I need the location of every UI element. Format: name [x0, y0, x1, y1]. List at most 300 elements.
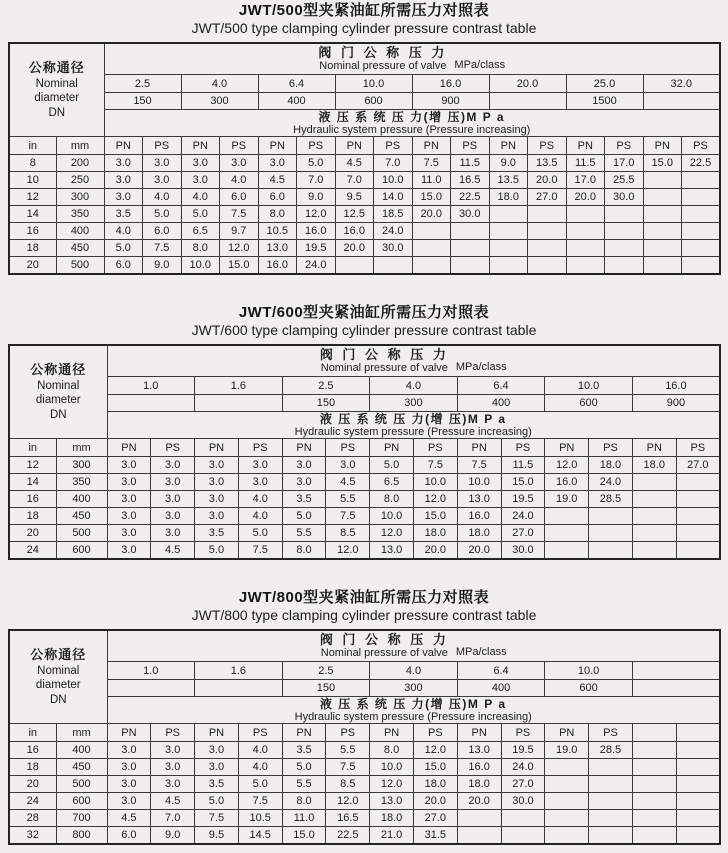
pressure-value-cell: 12.0 — [413, 742, 457, 759]
pressure-value-cell: 7.0 — [297, 172, 336, 189]
pressure-mpa-cell — [632, 662, 720, 680]
pressure-value-cell: 10.0 — [181, 257, 220, 275]
size-mm-cell: 450 — [56, 759, 107, 776]
pn-header: PN — [195, 724, 239, 742]
pressure-value-cell — [566, 206, 605, 223]
pressure-class-cell: 400 — [457, 395, 545, 412]
pressure-value-cell: 7.5 — [220, 206, 259, 223]
pressure-value-cell — [489, 257, 528, 275]
diameter-label-zh: 公称通径 — [28, 59, 85, 75]
pressure-class-cell — [195, 680, 283, 697]
pressure-value-cell: 25.5 — [605, 172, 644, 189]
ps-header: PS — [605, 137, 644, 155]
pressure-mpa-cell: 4.0 — [370, 662, 458, 680]
pressure-value-cell: 12.0 — [220, 240, 259, 257]
pressure-value-cell: 10.0 — [374, 172, 413, 189]
ps-header: PS — [326, 724, 370, 742]
pressure-value-cell: 10.0 — [457, 474, 501, 491]
pn-header: PN — [457, 724, 501, 742]
size-mm-cell: 600 — [56, 542, 107, 560]
pressure-mpa-cell: 2.5 — [104, 75, 181, 93]
pressure-mpa-cell: 6.4 — [457, 662, 545, 680]
pressure-mpa-cell: 2.5 — [282, 662, 370, 680]
pressure-value-cell: 3.0 — [107, 474, 151, 491]
pressure-value-cell: 20.0 — [413, 542, 457, 560]
unit-mm-header: mm — [56, 439, 107, 457]
diameter-label-en: Nominal — [37, 380, 80, 393]
unit-in-header: in — [9, 724, 56, 742]
pressure-value-cell: 4.0 — [104, 223, 143, 240]
diameter-label-zh: 公称通径 — [30, 361, 87, 377]
pressure-value-cell: 12.5 — [335, 206, 374, 223]
size-in-cell: 16 — [9, 223, 56, 240]
pressure-value-cell — [457, 827, 501, 845]
pressure-value-cell: 9.0 — [297, 189, 336, 206]
pressure-class-cell: 600 — [545, 395, 633, 412]
pressure-value-cell — [412, 257, 451, 275]
pressure-value-cell — [605, 257, 644, 275]
pressure-value-cell — [335, 257, 374, 275]
pressure-value-cell: 24.0 — [501, 508, 545, 525]
size-in-cell: 14 — [9, 474, 56, 491]
pressure-value-cell: 19.5 — [501, 742, 545, 759]
pressure-value-cell: 4.5 — [335, 155, 374, 172]
pressure-value-cell — [676, 827, 720, 845]
pressure-value-cell: 3.0 — [107, 457, 151, 474]
pressure-value-cell: 27.0 — [528, 189, 567, 206]
pressure-value-cell — [589, 810, 633, 827]
size-in-cell: 8 — [9, 155, 56, 172]
pn-header: PN — [104, 137, 143, 155]
mpa-class-unit-label: MPa/class — [455, 361, 507, 373]
pressure-value-cell: 8.0 — [282, 793, 326, 810]
table-row — [9, 457, 720, 474]
table-row — [9, 189, 720, 206]
pressure-value-cell — [589, 793, 633, 810]
pressure-value-cell: 10.5 — [258, 223, 297, 240]
pressure-value-cell — [589, 776, 633, 793]
pressure-mpa-cell: 1.6 — [195, 377, 283, 395]
pn-header: PN — [545, 439, 589, 457]
pressure-value-cell: 9.0 — [151, 827, 195, 845]
valve-pressure-header — [107, 630, 720, 662]
pressure-value-cell: 3.0 — [143, 172, 182, 189]
pressure-table-section — [0, 589, 728, 845]
size-mm-cell: 450 — [56, 240, 104, 257]
pressure-value-cell: 24.0 — [501, 759, 545, 776]
pressure-class-cell: 600 — [335, 93, 412, 110]
pn-header: PN — [370, 724, 414, 742]
pressure-value-cell: 30.0 — [501, 542, 545, 560]
pressure-value-cell: 9.0 — [489, 155, 528, 172]
pressure-table — [8, 42, 721, 275]
pressure-value-cell: 5.0 — [181, 206, 220, 223]
pressure-value-cell — [632, 759, 676, 776]
pressure-mpa-cell: 1.0 — [107, 377, 195, 395]
pressure-value-cell: 13.5 — [528, 155, 567, 172]
pressure-class-cell: 400 — [457, 680, 545, 697]
pressure-value-cell: 3.0 — [195, 457, 239, 474]
pressure-value-cell — [676, 742, 720, 759]
pressure-mpa-cell: 4.0 — [181, 75, 258, 93]
pressure-value-cell: 12.0 — [297, 206, 336, 223]
ps-header: PS — [501, 724, 545, 742]
pressure-value-cell — [605, 240, 644, 257]
pn-header: PN — [282, 724, 326, 742]
pressure-value-cell: 10.5 — [238, 810, 282, 827]
table-title-en: JWT/500 type clamping cylinder pressure contrast table — [191, 20, 537, 36]
pressure-class-cell: 600 — [545, 680, 633, 697]
nominal-diameter-header — [9, 43, 104, 137]
pressure-value-cell: 6.0 — [220, 189, 259, 206]
pressure-value-cell: 5.5 — [326, 742, 370, 759]
pressure-value-cell: 5.0 — [195, 793, 239, 810]
pressure-value-cell — [545, 525, 589, 542]
pressure-mpa-cell: 32.0 — [643, 75, 720, 93]
pressure-value-cell: 3.0 — [107, 508, 151, 525]
size-in-cell: 14 — [9, 206, 56, 223]
pressure-value-cell: 5.0 — [143, 206, 182, 223]
pressure-value-cell — [589, 827, 633, 845]
pressure-value-cell — [676, 491, 720, 508]
valve-pressure-label-zh: 阀 门 公 称 压 力 — [319, 632, 449, 647]
size-in-cell: 16 — [9, 742, 56, 759]
pressure-value-cell — [676, 542, 720, 560]
pressure-value-cell: 7.5 — [413, 457, 457, 474]
pressure-class-cell — [195, 395, 283, 412]
size-mm-cell: 350 — [56, 206, 104, 223]
pressure-value-cell: 4.0 — [238, 742, 282, 759]
size-mm-cell: 400 — [56, 491, 107, 508]
valve-pressure-label-en: Nominal pressure of valve — [319, 60, 447, 72]
pressure-value-cell: 8.5 — [326, 525, 370, 542]
pressure-value-cell: 5.5 — [282, 525, 326, 542]
pressure-value-cell: 18.0 — [413, 525, 457, 542]
pressure-class-cell: 400 — [258, 93, 335, 110]
pressure-value-cell: 8.0 — [370, 491, 414, 508]
pressure-value-cell — [676, 759, 720, 776]
table-row — [9, 223, 720, 240]
diameter-label-dn: DN — [48, 106, 66, 119]
ps-header: PS — [326, 439, 370, 457]
pressure-value-cell: 20.0 — [528, 172, 567, 189]
pressure-value-cell: 8.5 — [326, 776, 370, 793]
ps-header: PS — [151, 724, 195, 742]
pressure-value-cell: 20.0 — [412, 206, 451, 223]
pressure-value-cell: 11.5 — [566, 155, 605, 172]
pressure-value-cell — [643, 223, 682, 240]
pressure-value-cell: 4.0 — [181, 189, 220, 206]
pn-header: PN — [566, 137, 605, 155]
pressure-value-cell: 5.0 — [104, 240, 143, 257]
diameter-label-en: Nominal — [35, 78, 78, 91]
pressure-value-cell: 4.0 — [238, 491, 282, 508]
pressure-value-cell: 3.0 — [104, 189, 143, 206]
pressure-value-cell: 3.0 — [151, 759, 195, 776]
pressure-value-cell: 18.0 — [589, 457, 633, 474]
diameter-label-en: diameter — [35, 394, 81, 407]
pressure-value-cell — [528, 240, 567, 257]
pressure-value-cell: 3.0 — [282, 474, 326, 491]
table-title-zh: JWT/500型夹紧油缸所需压力对照表 — [238, 2, 490, 19]
pressure-value-cell: 3.0 — [151, 742, 195, 759]
pressure-value-cell: 10.0 — [370, 759, 414, 776]
pressure-value-cell: 17.0 — [566, 172, 605, 189]
pressure-value-cell: 3.0 — [107, 759, 151, 776]
pressure-value-cell: 7.0 — [151, 810, 195, 827]
unit-mm-header: mm — [56, 137, 104, 155]
pressure-mpa-cell: 16.0 — [412, 75, 489, 93]
pressure-value-cell: 15.0 — [413, 508, 457, 525]
pressure-value-cell: 7.5 — [326, 759, 370, 776]
pressure-value-cell: 8.0 — [181, 240, 220, 257]
size-in-cell: 18 — [9, 508, 56, 525]
pressure-mpa-cell: 1.0 — [107, 662, 195, 680]
pressure-value-cell: 6.5 — [181, 223, 220, 240]
hydraulic-label-en: Hydraulic system pressure (Pressure increasing) — [294, 710, 532, 723]
pressure-value-cell: 4.0 — [143, 189, 182, 206]
pressure-value-cell — [412, 240, 451, 257]
pressure-value-cell: 28.5 — [589, 491, 633, 508]
ps-header: PS — [374, 137, 413, 155]
pressure-value-cell — [545, 542, 589, 560]
table-title-zh: JWT/600型夹紧油缸所需压力对照表 — [238, 304, 490, 321]
pressure-value-cell — [676, 793, 720, 810]
pressure-value-cell: 3.0 — [104, 155, 143, 172]
pressure-value-cell: 5.0 — [297, 155, 336, 172]
pressure-value-cell: 13.0 — [457, 742, 501, 759]
pressure-value-cell — [632, 474, 676, 491]
pressure-value-cell: 3.0 — [195, 474, 239, 491]
pressure-value-cell — [682, 172, 721, 189]
size-mm-cell: 450 — [56, 508, 107, 525]
pressure-value-cell: 20.0 — [335, 240, 374, 257]
pressure-value-cell: 15.0 — [643, 155, 682, 172]
pressure-value-cell: 3.0 — [151, 508, 195, 525]
pressure-value-cell — [589, 525, 633, 542]
pressure-value-cell: 24.0 — [589, 474, 633, 491]
pressure-value-cell — [682, 257, 721, 275]
pressure-value-cell: 16.0 — [258, 257, 297, 275]
pn-header: PN — [643, 137, 682, 155]
size-mm-cell: 500 — [56, 776, 107, 793]
pressure-value-cell: 16.0 — [545, 474, 589, 491]
size-in-cell: 10 — [9, 172, 56, 189]
ps-header: PS — [151, 439, 195, 457]
pressure-mpa-cell: 6.4 — [258, 75, 335, 93]
pressure-value-cell: 15.0 — [220, 257, 259, 275]
pressure-value-cell: 7.5 — [143, 240, 182, 257]
pressure-value-cell: 3.0 — [143, 155, 182, 172]
pressure-value-cell — [528, 223, 567, 240]
pressure-value-cell: 10.0 — [370, 508, 414, 525]
pressure-value-cell: 4.5 — [151, 793, 195, 810]
pressure-value-cell: 12.0 — [326, 542, 370, 560]
hydraulic-label-zh: 液 压 系 统 压 力(增 压)M P a — [318, 109, 506, 124]
pressure-value-cell: 30.0 — [374, 240, 413, 257]
table-row — [9, 474, 720, 491]
pressure-value-cell: 16.0 — [335, 223, 374, 240]
pressure-value-cell: 6.0 — [107, 827, 151, 845]
pressure-value-cell — [643, 172, 682, 189]
pressure-value-cell — [632, 827, 676, 845]
pressure-value-cell: 18.0 — [413, 776, 457, 793]
pressure-value-cell: 24.0 — [374, 223, 413, 240]
pressure-value-cell: 4.0 — [238, 759, 282, 776]
pressure-value-cell: 22.5 — [682, 155, 721, 172]
pressure-value-cell: 24.0 — [297, 257, 336, 275]
pressure-value-cell: 16.0 — [457, 759, 501, 776]
pressure-value-cell: 20.0 — [457, 542, 501, 560]
ps-header: PS — [413, 724, 457, 742]
pressure-value-cell: 18.0 — [457, 776, 501, 793]
ps-header: PS — [238, 724, 282, 742]
ps-header: PS — [451, 137, 490, 155]
pn-header: PN — [258, 137, 297, 155]
pressure-value-cell — [489, 223, 528, 240]
pressure-value-cell — [545, 776, 589, 793]
pressure-value-cell: 22.5 — [326, 827, 370, 845]
pressure-value-cell: 3.5 — [282, 742, 326, 759]
table-row — [9, 827, 720, 845]
hydraulic-pressure-header — [104, 110, 720, 137]
pressure-value-cell: 11.0 — [282, 810, 326, 827]
pressure-value-cell: 15.0 — [501, 474, 545, 491]
pressure-value-cell: 18.5 — [374, 206, 413, 223]
pressure-value-cell: 8.0 — [370, 742, 414, 759]
valve-pressure-label-zh: 阀 门 公 称 压 力 — [319, 347, 449, 362]
pressure-class-cell: 150 — [104, 93, 181, 110]
pressure-table-section — [0, 2, 728, 275]
pressure-value-cell — [605, 206, 644, 223]
empty-header-cell — [676, 724, 720, 742]
diameter-label-en: diameter — [35, 679, 81, 692]
table-row — [9, 793, 720, 810]
pressure-value-cell: 27.0 — [676, 457, 720, 474]
pressure-value-cell — [589, 542, 633, 560]
pressure-value-cell: 14.5 — [238, 827, 282, 845]
pressure-value-cell — [451, 257, 490, 275]
pressure-value-cell: 5.0 — [238, 776, 282, 793]
size-mm-cell: 500 — [56, 257, 104, 275]
table-row — [9, 508, 720, 525]
pressure-value-cell: 5.0 — [370, 457, 414, 474]
pressure-value-cell: 28.5 — [589, 742, 633, 759]
empty-header-cell — [632, 724, 676, 742]
pressure-value-cell: 19.0 — [545, 491, 589, 508]
pressure-value-cell: 4.5 — [258, 172, 297, 189]
size-mm-cell: 500 — [56, 525, 107, 542]
pressure-value-cell: 27.0 — [413, 810, 457, 827]
size-in-cell: 16 — [9, 491, 56, 508]
pressure-class-cell: 900 — [632, 395, 720, 412]
pressure-value-cell: 30.0 — [605, 189, 644, 206]
pressure-value-cell: 9.5 — [335, 189, 374, 206]
pressure-value-cell: 13.0 — [370, 793, 414, 810]
size-in-cell: 24 — [9, 542, 56, 560]
size-in-cell: 20 — [9, 525, 56, 542]
pressure-value-cell: 31.5 — [413, 827, 457, 845]
size-mm-cell: 300 — [56, 189, 104, 206]
table-title-en: JWT/800 type clamping cylinder pressure contrast table — [191, 607, 537, 623]
pn-header: PN — [370, 439, 414, 457]
table-title-zh: JWT/800型夹紧油缸所需压力对照表 — [238, 589, 490, 606]
pressure-mpa-cell: 2.5 — [282, 377, 370, 395]
pressure-value-cell: 13.5 — [489, 172, 528, 189]
table-row — [9, 542, 720, 560]
pressure-value-cell — [457, 810, 501, 827]
table-row — [9, 742, 720, 759]
pressure-tables-container — [0, 2, 728, 845]
table-row — [9, 491, 720, 508]
pressure-value-cell: 7.5 — [326, 508, 370, 525]
pressure-value-cell: 16.0 — [297, 223, 336, 240]
ps-header: PS — [676, 439, 720, 457]
mpa-class-unit-label: MPa/class — [454, 59, 506, 71]
pressure-value-cell: 6.0 — [258, 189, 297, 206]
pressure-class-cell — [107, 395, 195, 412]
pressure-value-cell: 9.5 — [195, 827, 239, 845]
pressure-value-cell — [566, 240, 605, 257]
pressure-value-cell: 11.5 — [451, 155, 490, 172]
pressure-value-cell — [643, 257, 682, 275]
ps-header: PS — [528, 137, 567, 155]
size-in-cell: 18 — [9, 240, 56, 257]
valve-pressure-label-en: Nominal pressure of valve — [320, 647, 448, 659]
pressure-value-cell: 11.5 — [501, 457, 545, 474]
pressure-value-cell: 4.0 — [238, 508, 282, 525]
pressure-value-cell: 13.0 — [457, 491, 501, 508]
pn-header: PN — [107, 439, 151, 457]
table-title-en: JWT/600 type clamping cylinder pressure contrast table — [191, 322, 537, 338]
pressure-class-cell — [643, 93, 720, 110]
pressure-value-cell — [489, 240, 528, 257]
pressure-mpa-cell: 1.6 — [195, 662, 283, 680]
pressure-value-cell: 3.0 — [107, 742, 151, 759]
pressure-value-cell — [643, 240, 682, 257]
pressure-value-cell — [676, 810, 720, 827]
pressure-value-cell: 3.0 — [104, 172, 143, 189]
size-mm-cell: 700 — [56, 810, 107, 827]
pressure-value-cell: 16.0 — [457, 508, 501, 525]
pn-header: PN — [282, 439, 326, 457]
pressure-value-cell — [682, 189, 721, 206]
pressure-value-cell: 13.0 — [258, 240, 297, 257]
pn-header: PN — [181, 137, 220, 155]
size-in-cell: 20 — [9, 776, 56, 793]
pressure-mpa-cell: 6.4 — [457, 377, 545, 395]
pressure-value-cell: 5.0 — [282, 759, 326, 776]
pressure-value-cell — [632, 742, 676, 759]
pressure-value-cell: 3.0 — [107, 776, 151, 793]
pressure-value-cell: 18.0 — [370, 810, 414, 827]
pn-header: PN — [107, 724, 151, 742]
size-in-cell: 12 — [9, 189, 56, 206]
pressure-value-cell — [632, 810, 676, 827]
ps-header: PS — [501, 439, 545, 457]
hydraulic-pressure-header — [107, 412, 720, 439]
pressure-value-cell: 18.0 — [632, 457, 676, 474]
pressure-value-cell: 3.0 — [181, 155, 220, 172]
pressure-value-cell: 5.5 — [282, 776, 326, 793]
pressure-value-cell — [676, 508, 720, 525]
pressure-value-cell — [501, 827, 545, 845]
pressure-value-cell: 3.0 — [195, 759, 239, 776]
pressure-value-cell: 22.5 — [451, 189, 490, 206]
pressure-value-cell: 20.0 — [413, 793, 457, 810]
pressure-value-cell — [451, 240, 490, 257]
pressure-value-cell: 3.0 — [151, 491, 195, 508]
